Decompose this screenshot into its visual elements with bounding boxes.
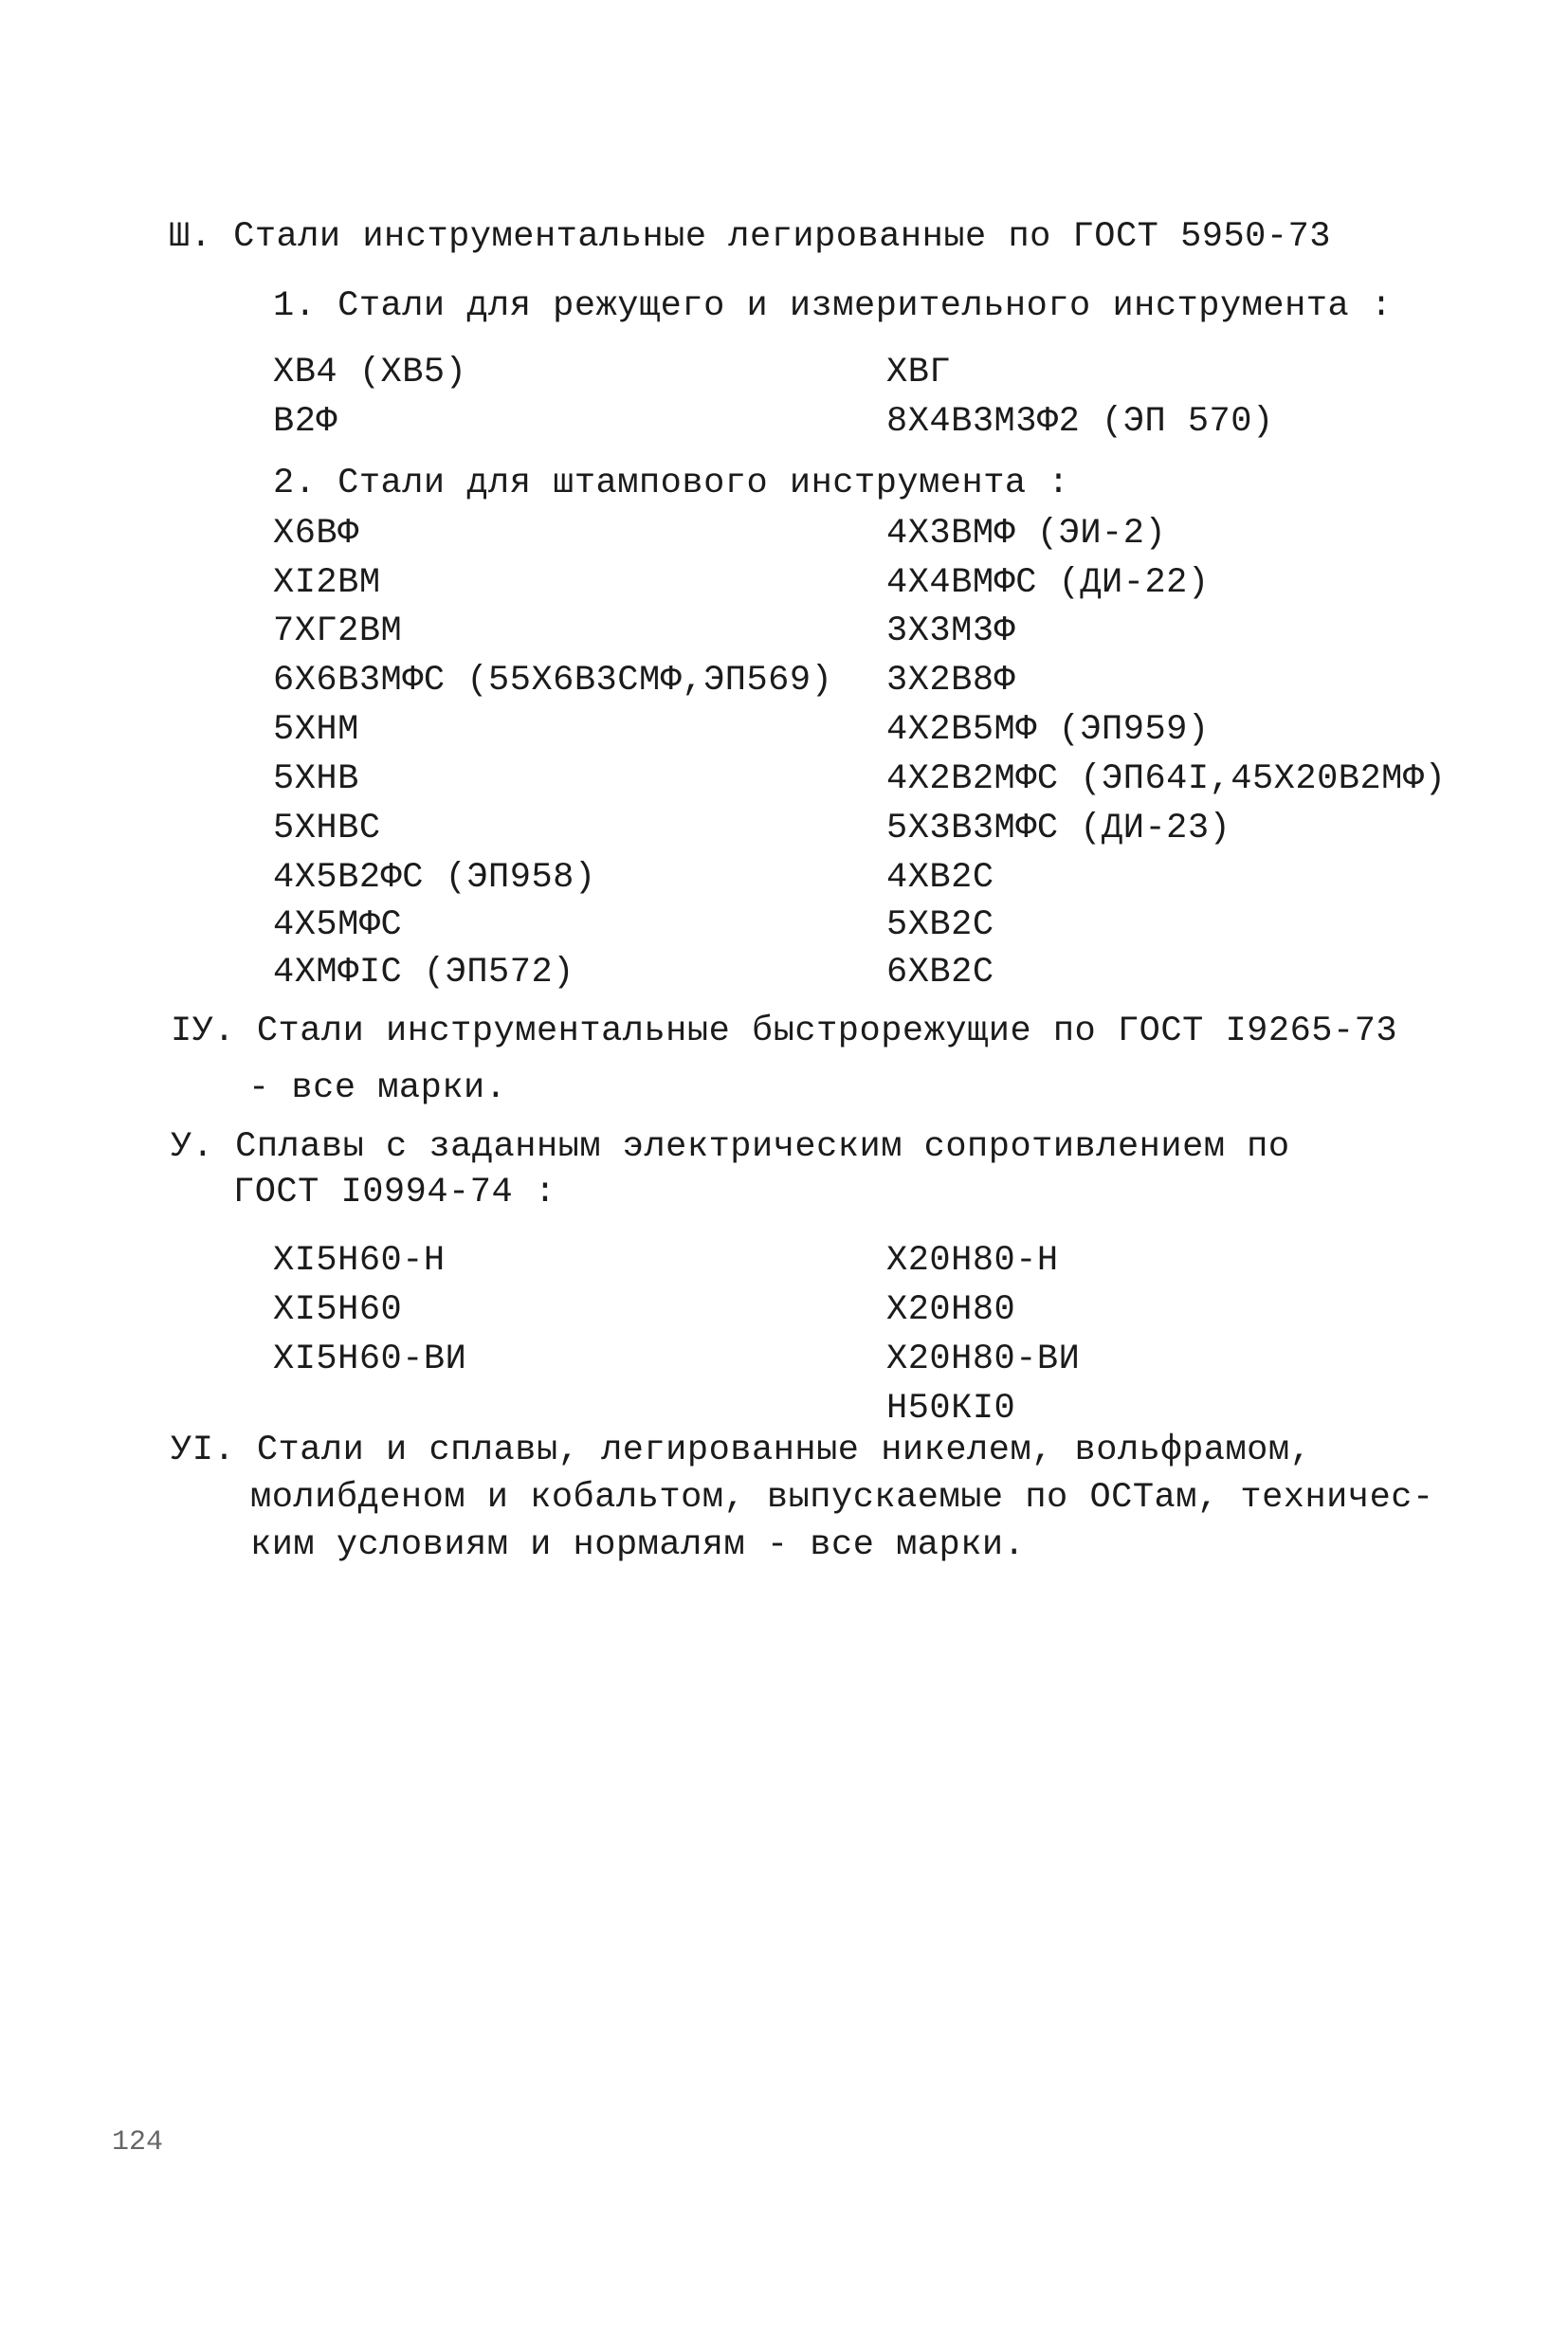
page-number: 124 [112,2126,164,2159]
subsection-2-title: 2. Стали для штампового инструмента : [273,464,1070,503]
grade-left: ХВ4 (ХВ5) [273,353,467,392]
section-6-line-1: УI. Стали и сплавы, легированные никелем, вольфрамом, [171,1431,1312,1470]
grade-left: 4ХМФIС (ЭП572) [273,953,574,993]
alloy-right: Х20Н80-Н [886,1241,1059,1281]
grade-right: 5ХВ2С [886,905,994,945]
grade-right: 6ХВ2С [886,953,994,993]
grade-right: 5Х3В3МФС (ДИ-23) [886,809,1231,848]
alloy-left: ХI5Н60 [273,1290,403,1330]
grade-right: 4Х2В2МФС (ЭП64I,45Х20В2МФ) [886,759,1447,799]
grade-left: 5ХНВ [273,759,359,799]
grade-left: 5ХНВС [273,809,381,848]
grade-right: 3Х3М3Ф [886,611,1016,651]
alloy-left: ХI5Н60-Н [273,1241,446,1281]
grade-left: 6Х6В3МФС (55Х6В3СМФ,ЭП569) [273,661,833,701]
alloy-right: Х20Н80 [886,1290,1016,1330]
section-5-heading-line-1: У. Сплавы с заданным электрическим сопротивлением по [171,1127,1290,1167]
grade-right: 4Х4ВМФС (ДИ-22) [886,563,1210,603]
grade-right: ХВГ [886,353,952,392]
grade-left: 4Х5В2ФС (ЭП958) [273,858,596,898]
grade-right: 3Х2В8Ф [886,661,1016,701]
grade-left: 7ХГ2ВМ [273,611,403,651]
alloy-right: Н50КI0 [886,1389,1016,1429]
grade-left: Х6ВФ [273,514,359,554]
section-6-line-2: молибденом и кобальтом, выпускаемые по ОСТам, техничес- [250,1478,1434,1518]
alloy-left: ХI5Н60-ВИ [273,1340,467,1379]
subsection-1-title: 1. Стали для режущего и измерительного инструмента : [273,286,1393,326]
section-4-heading: IУ. Стали инструментальные быстрорежущие по ГОСТ I9265-73 [171,1011,1398,1051]
grade-left: В2Ф [273,402,338,442]
grade-right: 4ХВ2С [886,858,994,898]
section-4-note: - все марки. [248,1068,507,1108]
grade-right: 4Х2В5МФ (ЭП959) [886,710,1210,750]
section-5-heading-line-2: ГОСТ I0994-74 : [233,1173,556,1212]
section-3-heading: Ш. Стали инструментальные легированные по ГОСТ 5950-73 [169,217,1331,257]
grade-right: 4Х3ВМФ (ЭИ-2) [886,514,1167,554]
grade-left: 5ХНМ [273,710,359,750]
grade-left: ХI2ВМ [273,563,381,603]
alloy-right: Х20Н80-ВИ [886,1340,1081,1379]
grade-right: 8Х4В3М3Ф2 (ЭП 570) [886,402,1274,442]
grade-left: 4Х5МФС [273,905,403,945]
section-6-line-3: ким условиям и нормалям - все марки. [250,1525,1026,1565]
